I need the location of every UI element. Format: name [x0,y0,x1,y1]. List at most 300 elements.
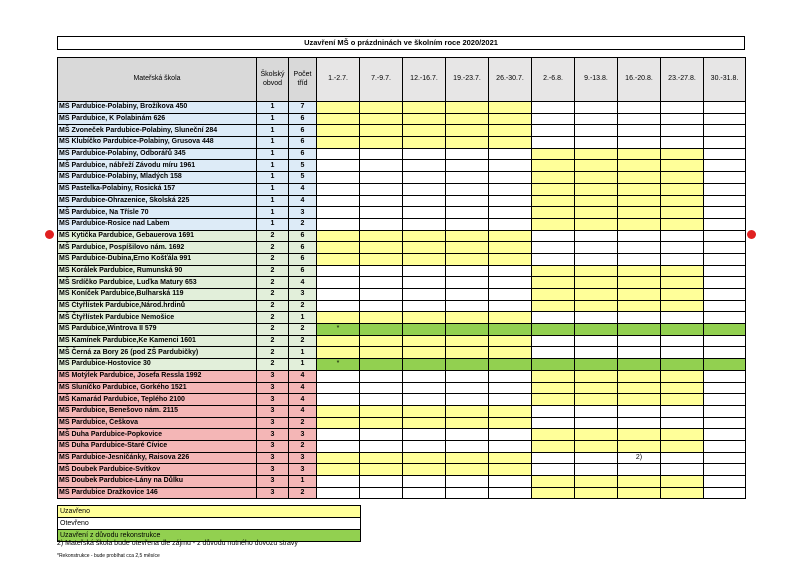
period-status-cell [575,476,618,488]
period-status-cell [661,160,704,172]
period-status-cell [360,429,403,441]
school-name-cell: MŠ Čtyřlístek Pardubice,Národ.hrdinů [58,300,257,312]
period-status-cell [446,476,489,488]
period-status-cell [317,160,360,172]
period-status-cell [575,137,618,149]
table-row [58,160,746,172]
period-status-cell [360,370,403,382]
period-status-cell [618,289,661,301]
classes-cell: 6 [289,265,317,277]
period-status-cell [446,125,489,137]
period-status-cell [360,218,403,230]
period-status-cell [532,102,575,114]
period-status-cell [575,102,618,114]
period-status-cell [704,160,746,172]
school-name-cell: MŠ Doubek Pardubice-Svítkov [58,464,257,476]
period-status-cell [618,417,661,429]
period-status-cell [317,440,360,452]
period-status-cell [446,347,489,359]
period-status-cell [403,289,446,301]
table-row [58,452,746,464]
table-row [58,440,746,452]
classes-cell: 3 [289,289,317,301]
period-status-cell [446,277,489,289]
period-status-cell [489,137,532,149]
period-status-cell [489,347,532,359]
period-status-cell [317,137,360,149]
period-status-cell [446,487,489,499]
period-status-cell [489,359,532,371]
school-name-cell: MŠ Kytička Pardubice, Gebauerova 1691 [58,230,257,242]
classes-cell: 6 [289,137,317,149]
period-status-cell [360,452,403,464]
school-name-cell: MŠ Pardubice-Polabiny, Mladých 158 [58,172,257,184]
school-name-cell: MŠ Motýlek Pardubice, Josefa Ressla 1992 [58,370,257,382]
period-status-cell [532,172,575,184]
district-cell: 3 [257,452,289,464]
header-classes: Počet tříd [289,58,317,102]
period-status-cell [446,429,489,441]
period-status-cell [532,429,575,441]
table-row [58,370,746,382]
classes-cell: 5 [289,160,317,172]
table-header-row [58,58,746,102]
footnote-2: 2) Mateřská škola bude otevřena dle zájmu - z důvodu nutného dovozu stravy [57,540,298,547]
school-name-cell: MŠ Černá za Bory 26 (pod ZŠ Pardubičky) [58,347,257,359]
header-school: Mateřská škola [58,58,257,102]
period-status-cell [704,417,746,429]
district-cell: 2 [257,312,289,324]
period-status-cell [360,487,403,499]
period-status-cell [661,300,704,312]
header-period: 1.-2.7. [317,58,360,102]
period-status-cell [704,300,746,312]
school-name-cell: MŠ Pardubice-Rosice nad Labem [58,218,257,230]
period-status-cell [704,183,746,195]
district-cell: 2 [257,277,289,289]
table-row [58,335,746,347]
period-status-cell [532,253,575,265]
period-status-cell [532,160,575,172]
period-status-cell [446,359,489,371]
school-name-cell: MŠ Kamarád Pardubice, Teplého 2100 [58,394,257,406]
district-cell: 1 [257,125,289,137]
period-status-cell [360,195,403,207]
period-status-cell [403,417,446,429]
table-row [58,464,746,476]
school-name-cell: MŠ Pardubice, Češkova [58,417,257,429]
period-status-cell [446,394,489,406]
period-status-cell [704,476,746,488]
header-period: 2.-6.8. [532,58,575,102]
period-status-cell [575,429,618,441]
period-status-cell [446,242,489,254]
period-status-cell [489,183,532,195]
period-status-cell [661,207,704,219]
school-name-cell: MŠ Pardubice, K Polabinám 626 [58,113,257,125]
period-status-cell [704,207,746,219]
period-status-cell [317,335,360,347]
period-status-cell [360,148,403,160]
district-cell: 3 [257,440,289,452]
table-row [58,125,746,137]
period-status-cell [489,464,532,476]
period-status-cell [403,218,446,230]
period-status-cell [532,464,575,476]
period-status-cell [704,370,746,382]
period-status-cell [704,405,746,417]
period-status-cell [618,137,661,149]
period-status-cell [403,300,446,312]
classes-cell: 6 [289,242,317,254]
closure-table [57,57,746,499]
period-status-cell [446,452,489,464]
period-status-cell [618,405,661,417]
period-status-cell [403,347,446,359]
period-status-cell [575,207,618,219]
classes-cell: 4 [289,370,317,382]
period-status-cell [360,277,403,289]
period-status-cell [446,464,489,476]
period-status-cell [661,277,704,289]
period-status-cell [360,253,403,265]
district-cell: 1 [257,218,289,230]
period-status-cell [489,277,532,289]
period-status-cell [446,335,489,347]
period-status-cell [618,487,661,499]
period-status-cell [360,335,403,347]
footnote-star: *Rekonstrukce - bude probíhat cca 2,5 měsíce [57,553,160,559]
period-status-cell [575,312,618,324]
classes-cell: 4 [289,183,317,195]
period-status-cell [532,440,575,452]
period-status-cell [489,125,532,137]
table-row [58,289,746,301]
school-name-cell: MŠ Kamínek Pardubice,Ke Kamenci 1601 [58,335,257,347]
period-status-cell [317,253,360,265]
period-status-cell [317,394,360,406]
period-status-cell [661,335,704,347]
period-status-cell [575,347,618,359]
period-status-cell [704,172,746,184]
period-status-cell [661,172,704,184]
period-status-cell [618,253,661,265]
period-status-cell [704,253,746,265]
period-status-cell [489,148,532,160]
period-status-cell [532,347,575,359]
legend-closed: Uzavřeno [58,506,361,518]
period-status-cell [704,289,746,301]
period-status-cell [403,137,446,149]
period-status-cell [532,195,575,207]
period-status-cell [360,417,403,429]
period-status-cell [575,440,618,452]
period-status-cell [575,218,618,230]
classes-cell: 2 [289,440,317,452]
period-status-cell [489,172,532,184]
district-cell: 1 [257,195,289,207]
period-status-cell [317,417,360,429]
school-name-cell: MŠ Pardubice, Pospíšilovo nám. 1692 [58,242,257,254]
district-cell: 2 [257,359,289,371]
period-status-cell [532,113,575,125]
period-status-cell [446,289,489,301]
classes-cell: 6 [289,125,317,137]
classes-cell: 2 [289,324,317,336]
period-status-cell [317,102,360,114]
district-cell: 3 [257,429,289,441]
table-row [58,277,746,289]
period-status-cell [618,370,661,382]
period-status-cell [661,113,704,125]
period-status-cell [532,335,575,347]
district-cell: 2 [257,253,289,265]
period-status-cell [532,218,575,230]
period-status-cell: 2) [618,452,661,464]
period-status-cell [618,160,661,172]
period-status-cell [704,277,746,289]
period-status-cell [489,476,532,488]
period-status-cell [403,195,446,207]
period-status-cell [360,347,403,359]
period-status-cell [532,265,575,277]
district-cell: 1 [257,113,289,125]
period-status-cell [446,417,489,429]
period-status-cell [489,300,532,312]
period-status-cell [489,417,532,429]
period-status-cell [446,312,489,324]
period-status-cell [575,172,618,184]
period-status-cell [661,487,704,499]
period-status-cell [661,148,704,160]
table-row [58,102,746,114]
period-status-cell [317,476,360,488]
period-status-cell [489,312,532,324]
period-status-cell [661,417,704,429]
period-status-cell [489,487,532,499]
period-status-cell [532,359,575,371]
district-cell: 3 [257,405,289,417]
period-status-cell [532,487,575,499]
period-status-cell [446,265,489,277]
period-status-cell [532,452,575,464]
period-status-cell [446,440,489,452]
period-status-cell [446,253,489,265]
period-status-cell [618,464,661,476]
period-status-cell [403,440,446,452]
period-status-cell [489,429,532,441]
period-status-cell [618,277,661,289]
period-status-cell [618,207,661,219]
period-status-cell [489,452,532,464]
period-status-cell [618,429,661,441]
period-status-cell [661,265,704,277]
period-status-cell [532,277,575,289]
period-status-cell [618,218,661,230]
document-title: Uzavření MŠ o prázdninách ve školním roce 2020/2021 [57,36,745,50]
period-status-cell [661,324,704,336]
period-status-cell [360,464,403,476]
header-period: 30.-31.8. [704,58,746,102]
period-status-cell: * [317,359,360,371]
period-status-cell [403,429,446,441]
period-status-cell [489,335,532,347]
period-status-cell [403,160,446,172]
period-status-cell [575,125,618,137]
period-status-cell [446,207,489,219]
period-status-cell [704,195,746,207]
period-status-cell [489,160,532,172]
period-status-cell [317,207,360,219]
period-status-cell [317,195,360,207]
period-status-cell [575,277,618,289]
period-status-cell [618,394,661,406]
table-row [58,429,746,441]
table-row [58,137,746,149]
period-status-cell [317,218,360,230]
classes-cell: 4 [289,394,317,406]
table-row [58,265,746,277]
period-status-cell [575,370,618,382]
period-status-cell [532,382,575,394]
period-status-cell [575,335,618,347]
period-status-cell [575,242,618,254]
period-status-cell [403,242,446,254]
school-name-cell: MŠ Pastelka-Polabiny, Rosická 157 [58,183,257,195]
period-status-cell [704,452,746,464]
period-status-cell [532,394,575,406]
classes-cell: 2 [289,417,317,429]
classes-cell: 5 [289,172,317,184]
table-row [58,183,746,195]
period-status-cell [575,195,618,207]
period-status-cell [532,230,575,242]
period-status-cell [618,440,661,452]
period-status-cell [618,335,661,347]
period-status-cell [403,452,446,464]
period-status-cell [532,417,575,429]
period-status-cell [618,347,661,359]
period-status-cell [446,183,489,195]
header-period: 19.-23.7. [446,58,489,102]
period-status-cell [575,253,618,265]
period-status-cell [317,429,360,441]
period-status-cell [661,242,704,254]
period-status-cell [704,137,746,149]
table-row [58,148,746,160]
period-status-cell [317,289,360,301]
period-status-cell [360,300,403,312]
table-row [58,324,746,336]
period-status-cell [661,125,704,137]
period-status-cell [403,113,446,125]
classes-cell: 4 [289,195,317,207]
period-status-cell [704,324,746,336]
period-status-cell [317,125,360,137]
period-status-cell [704,382,746,394]
period-status-cell [661,137,704,149]
period-status-cell [446,218,489,230]
period-status-cell [661,394,704,406]
period-status-cell [532,300,575,312]
period-status-cell [360,382,403,394]
period-status-cell [575,289,618,301]
district-cell: 2 [257,242,289,254]
table-row [58,113,746,125]
period-status-cell [618,312,661,324]
table-row [58,394,746,406]
period-status-cell [661,195,704,207]
period-status-cell [489,382,532,394]
period-status-cell [532,137,575,149]
period-status-cell [317,277,360,289]
classes-cell: 4 [289,277,317,289]
district-cell: 3 [257,464,289,476]
period-status-cell [704,242,746,254]
district-cell: 3 [257,370,289,382]
period-status-cell [403,382,446,394]
classes-cell: 6 [289,253,317,265]
school-name-cell: MŠ Koníček Pardubice,Bulharská 119 [58,289,257,301]
classes-cell: 6 [289,113,317,125]
period-status-cell [360,265,403,277]
period-status-cell [360,242,403,254]
period-status-cell [403,405,446,417]
period-status-cell [360,207,403,219]
period-status-cell [661,405,704,417]
district-cell: 1 [257,160,289,172]
school-name-cell: MŠ Pardubice,Wintrova II 579 [58,324,257,336]
period-status-cell [360,476,403,488]
school-name-cell: MŠ Doubek Pardubice-Lány na Důlku [58,476,257,488]
period-status-cell [403,476,446,488]
period-status-cell [360,102,403,114]
school-name-cell: MŠ Pardubice, nábřeží Závodu míru 1961 [58,160,257,172]
table-row [58,207,746,219]
period-status-cell [704,487,746,499]
school-name-cell: MŠ Pardubice-Polabiny, Brožíkova 450 [58,102,257,114]
classes-cell: 2 [289,300,317,312]
classes-cell: 1 [289,312,317,324]
period-status-cell [317,113,360,125]
period-status-cell [575,113,618,125]
period-status-cell [403,335,446,347]
period-status-cell [403,265,446,277]
period-status-cell [661,382,704,394]
classes-cell: 4 [289,382,317,394]
period-status-cell [704,125,746,137]
table-row [58,347,746,359]
period-status-cell [403,207,446,219]
period-status-cell [317,172,360,184]
period-status-cell [489,405,532,417]
period-status-cell [403,183,446,195]
classes-cell: 6 [289,230,317,242]
classes-cell: 1 [289,359,317,371]
period-status-cell [446,113,489,125]
period-status-cell [618,324,661,336]
period-status-cell [403,394,446,406]
district-cell: 3 [257,487,289,499]
school-name-cell: MŠ Pardubice-Hostovice 30 [58,359,257,371]
table-row [58,359,746,371]
school-name-cell: MŠ Sluníčko Pardubice, Gorkého 1521 [58,382,257,394]
district-cell: 2 [257,347,289,359]
period-status-cell [446,300,489,312]
period-status-cell [575,148,618,160]
period-status-cell [704,335,746,347]
table-row [58,476,746,488]
